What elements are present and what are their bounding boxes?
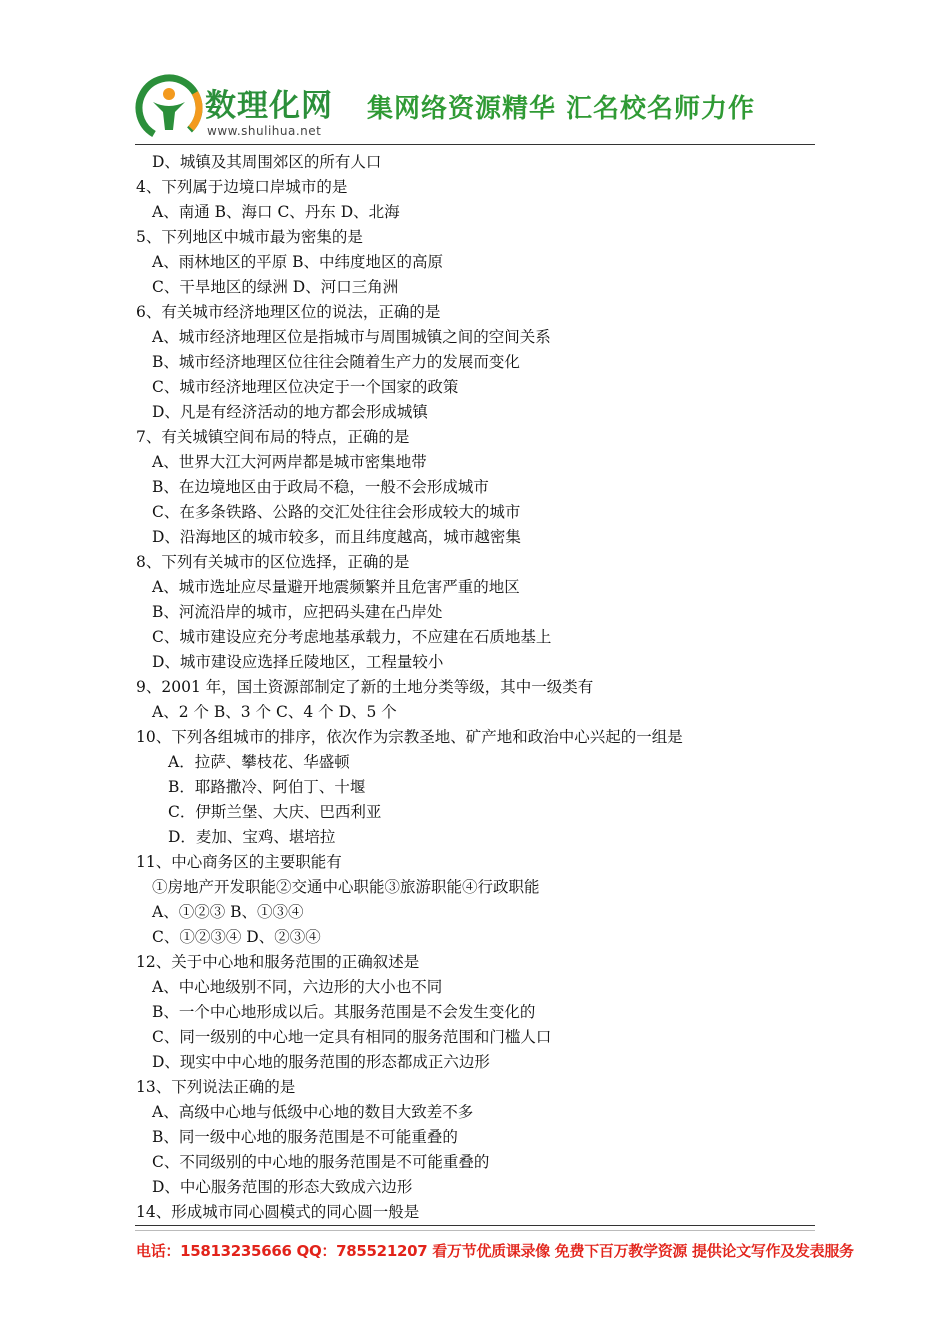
option-line: C、城市经济地理区位决定于一个国家的政策	[152, 378, 459, 396]
option-line: A．拉萨、攀枝花、华盛顿	[168, 753, 350, 771]
option-line: D．麦加、宝鸡、堪培拉	[168, 828, 336, 846]
logo-icon	[135, 74, 203, 142]
option-line: D、凡是有经济活动的地方都会形成城镇	[152, 403, 428, 421]
option-line: B、在边境地区由于政局不稳，一般不会形成城市	[152, 478, 489, 496]
option-line: A、南通 B、海口 C、丹东 D、北海	[152, 203, 400, 221]
option-line: ①房地产开发职能②交通中心职能③旅游职能④行政职能	[152, 878, 540, 896]
page-header	[135, 66, 815, 144]
option-line: B．耶路撒冷、阿伯丁、十堰	[168, 778, 366, 796]
option-line: A、城市选址应尽量避开地震频繁并且危害严重的地区	[152, 578, 520, 596]
question-line: 14、形成城市同心圆模式的同心圆一般是	[136, 1203, 420, 1221]
header-slogan: 集网络资源精华 汇名校名师力作	[367, 94, 756, 124]
option-line: A、城市经济地理区位是指城市与周围城镇之间的空间关系	[152, 328, 551, 346]
question-line: 13、下列说法正确的是	[136, 1078, 296, 1096]
option-line: C、在多条铁路、公路的交汇处往往会形成较大的城市	[152, 503, 521, 521]
question-line: 12、关于中心地和服务范围的正确叙述是	[136, 953, 420, 971]
question-line: 7、有关城镇空间布局的特点，正确的是	[136, 428, 410, 446]
question-line: 4、下列属于边境口岸城市的是	[136, 178, 348, 196]
option-line: A、高级中心地与低级中心地的数目大致差不多	[152, 1103, 474, 1121]
option-line: C、同一级别的中心地一定具有相同的服务范围和门槛人口	[152, 1028, 552, 1046]
question-line: 9、2001 年，国土资源部制定了新的土地分类等级，其中一级类有	[136, 678, 594, 696]
option-line: B、河流沿岸的城市，应把码头建在凸岸处	[152, 603, 443, 621]
option-line: A、2 个 B、3 个 C、4 个 D、5 个	[152, 703, 397, 721]
option-line: C、城市建设应充分考虑地基承载力，不应建在石质地基上	[152, 628, 552, 646]
option-line: A、世界大江大河两岸都是城市密集地带	[152, 453, 427, 471]
question-line: 6、有关城市经济地理区位的说法，正确的是	[136, 303, 441, 321]
option-line: D、现实中中心地的服务范围的形态都成正六边形	[152, 1053, 490, 1071]
option-line: C．伊斯兰堡、大庆、巴西利亚	[168, 803, 382, 821]
option-line: D、城镇及其周围郊区的所有人口	[152, 153, 382, 171]
option-line: D、中心服务范围的形态大致成六边形	[152, 1178, 413, 1196]
option-line: C、干旱地区的绿洲 D、河口三角洲	[152, 278, 399, 296]
brand-name: 数理化网	[205, 88, 333, 124]
option-line: B、城市经济地理区位往往会随着生产力的发展而变化	[152, 353, 520, 371]
option-line: D、城市建设应选择丘陵地区，工程量较小	[152, 653, 444, 671]
option-line: A、雨林地区的平原 B、中纬度地区的高原	[152, 253, 444, 271]
question-line: 10、下列各组城市的排序，依次作为宗教圣地、矿产地和政治中心兴起的一组是	[136, 728, 683, 746]
question-line: 5、下列地区中城市最为密集的是	[136, 228, 363, 246]
option-line: B、同一级中心地的服务范围是不可能重叠的	[152, 1128, 458, 1146]
question-list	[136, 150, 816, 1225]
footer-contact: 电话：15813235666 QQ：785521207 看万节优质课录像 免费下百万教学资源 提供论文写作及发表服务	[136, 1242, 854, 1260]
option-line: C、不同级别的中心地的服务范围是不可能重叠的	[152, 1153, 490, 1171]
footer-divider-thin	[135, 1230, 815, 1231]
question-line: 8、下列有关城市的区位选择，正确的是	[136, 553, 410, 571]
site-url[interactable]: www.shulihua.net	[207, 124, 322, 138]
question-line: 11、中心商务区的主要职能有	[136, 853, 342, 871]
option-line: A、①②③ B、①③④	[152, 903, 304, 921]
option-line: B、一个中心地形成以后。其服务范围是不会发生变化的	[152, 1003, 536, 1021]
option-line: C、①②③④ D、②③④	[152, 928, 321, 946]
header-divider	[135, 144, 815, 145]
option-line: D、沿海地区的城市较多，而且纬度越高，城市越密集	[152, 528, 521, 546]
footer-divider	[135, 1225, 815, 1226]
option-line: A、中心地级别不同，六边形的大小也不同	[152, 978, 443, 996]
